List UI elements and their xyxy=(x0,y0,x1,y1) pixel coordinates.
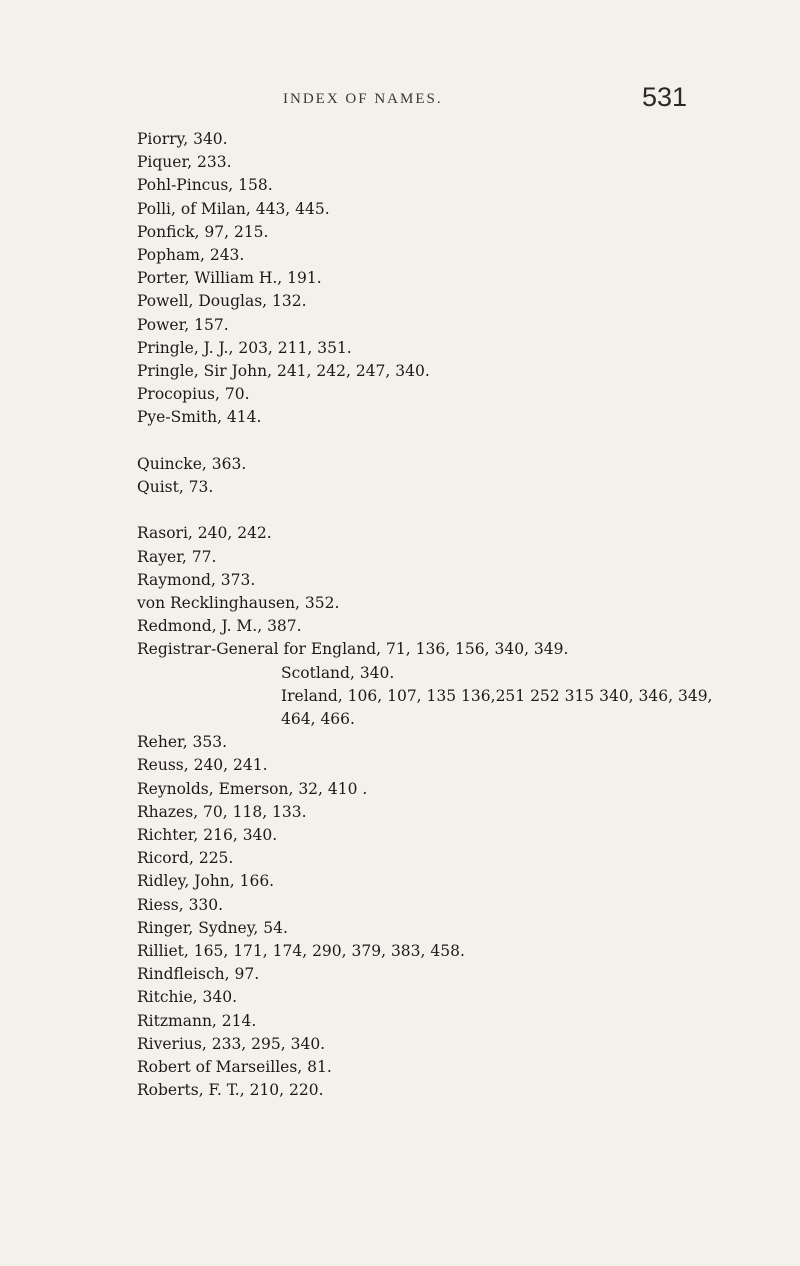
index-entry: Pringle, Sir John, 241, 242, 247, 340. xyxy=(137,362,430,381)
index-entry: Riess, 330. xyxy=(137,895,224,914)
index-entry: Quincke, 363. xyxy=(137,454,247,473)
index-subentry: Scotland, 340. xyxy=(281,663,395,682)
index-entry: Piquer, 233. xyxy=(137,153,232,172)
index-entry: Ringer, Sydney, 54. xyxy=(137,918,288,937)
index-entry: Ritchie, 340. xyxy=(137,988,238,1007)
index-entry: Roberts, F. T., 210, 220. xyxy=(137,1081,324,1100)
index-entry: Ritzmann, 214. xyxy=(137,1011,257,1030)
index-entry: Rasori, 240, 242. xyxy=(137,524,272,543)
letter-gap xyxy=(137,499,777,522)
index-entry: Redmond, J. M., 387. xyxy=(137,617,302,636)
index-entry: Pohl-Pincus, 158. xyxy=(137,176,273,195)
index-entry: Procopius, 70. xyxy=(137,385,250,404)
index-entry: Rindfleisch, 97. xyxy=(137,965,260,984)
letter-gap xyxy=(137,430,777,453)
index-entry: Porter, William H., 191. xyxy=(137,269,322,288)
index-entry: Ridley, John, 166. xyxy=(137,872,275,891)
index-entry: Reynolds, Emerson, 32, 410 . xyxy=(137,779,368,798)
running-head: INDEX OF NAMES. xyxy=(283,91,443,107)
index-entry: von Recklinghausen, 352. xyxy=(137,594,340,613)
index-entry: Power, 157. xyxy=(137,315,229,334)
page-header xyxy=(0,82,800,116)
index-subentry: Ireland, 106, 107, 135 136,251 252 315 340, 346, 349, xyxy=(281,686,713,705)
index-subentry-continuation: 464, 466. xyxy=(281,710,355,729)
index-entry: Piorry, 340. xyxy=(137,130,228,148)
index-entry: Polli, of Milan, 443, 445. xyxy=(137,199,330,218)
index-list xyxy=(137,128,777,1103)
index-entry: Raymond, 373. xyxy=(137,570,256,589)
index-entry: Quist, 73. xyxy=(137,478,214,497)
index-entry: Pringle, J. J., 203, 211, 351. xyxy=(137,338,352,357)
index-entry: Robert of Marseilles, 81. xyxy=(137,1058,332,1077)
index-entry: Reher, 353. xyxy=(137,733,228,752)
index-entry: Riverius, 233, 295, 340. xyxy=(137,1034,326,1053)
index-entry: Popham, 243. xyxy=(137,246,245,265)
index-entry: Ricord, 225. xyxy=(137,849,234,868)
index-entry: Pye-Smith, 414. xyxy=(137,408,262,427)
index-entry: Registrar-General for England, 71, 136, 156, 340, 349. xyxy=(137,640,569,659)
index-entry: Ponfick, 97, 215. xyxy=(137,222,269,241)
index-entry: Rilliet, 165, 171, 174, 290, 379, 383, 458. xyxy=(137,942,465,961)
index-entry: Rayer, 77. xyxy=(137,547,217,566)
page-number: 531 xyxy=(642,82,688,112)
index-entry: Rhazes, 70, 118, 133. xyxy=(137,802,307,821)
index-entry: Powell, Douglas, 132. xyxy=(137,292,307,311)
index-entry: Reuss, 240, 241. xyxy=(137,756,268,775)
index-entry: Richter, 216, 340. xyxy=(137,826,278,845)
